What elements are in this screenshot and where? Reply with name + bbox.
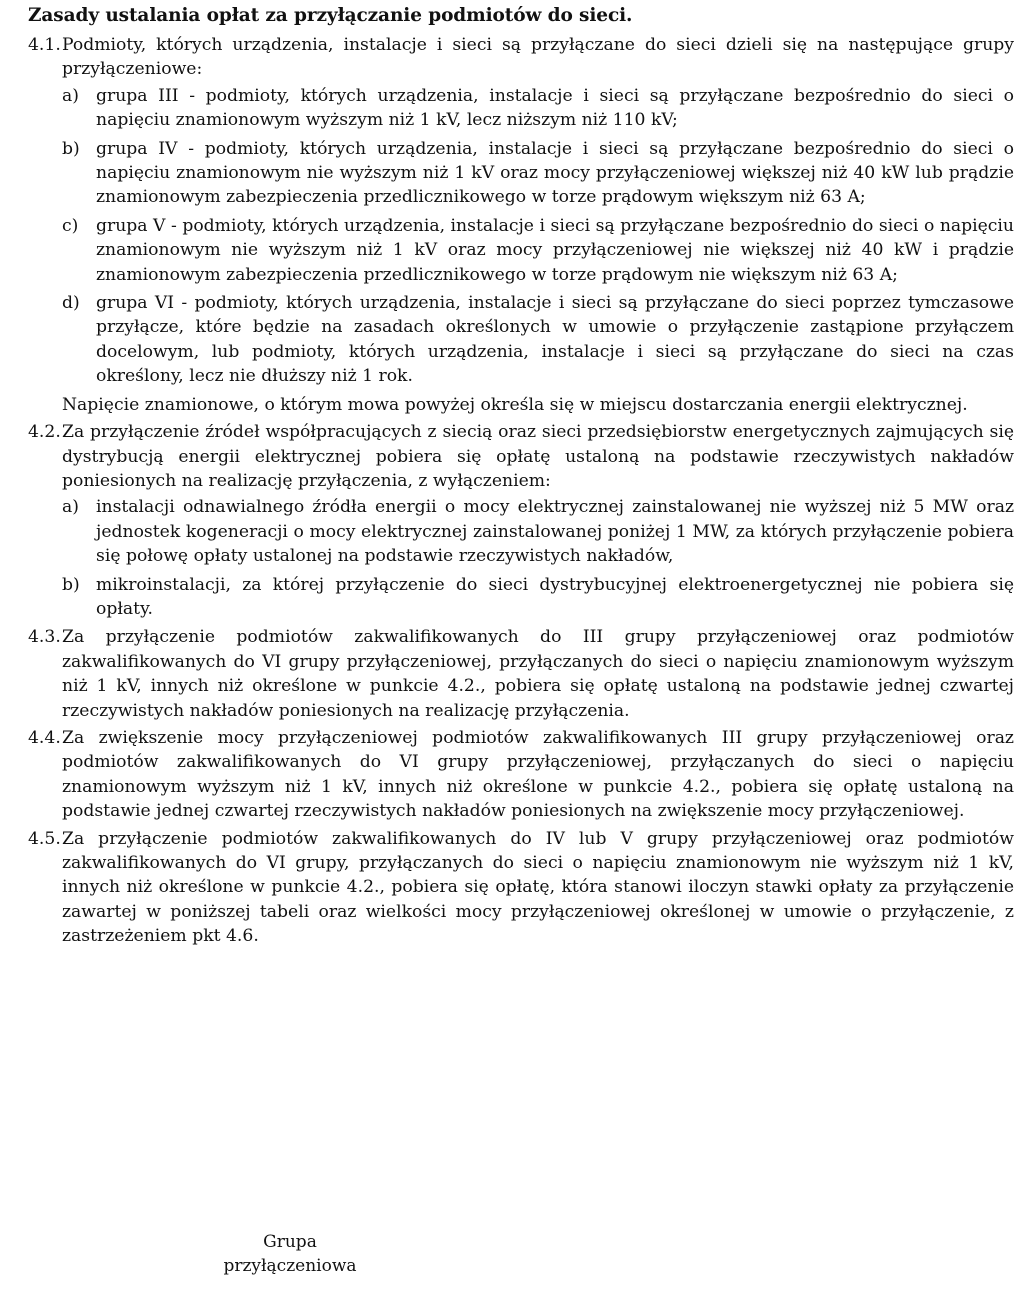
- list-item-letter: a): [62, 85, 79, 106]
- section-number: 4.3.: [28, 627, 61, 648]
- list-item: [62, 137, 1014, 210]
- list-item: [62, 84, 1014, 133]
- list-item-text: mikroinstalacji, za której przyłączenie do sieci dystrybucyjnej elektroenergetycznej nie pobiera się opłaty.: [96, 574, 1014, 619]
- list-item-letter: a): [62, 497, 79, 518]
- section-number: 4.1.: [28, 35, 61, 55]
- document-page: [28, 3, 1014, 949]
- section-4-5: [28, 827, 1014, 949]
- list-item-text: grupa III - podmioty, których urządzenia, instalacje i sieci są przyłączane bezpośrednio do sieci o napięciu znamionowym wyższym niż 1 kV, lecz niższym niż 110 kV;: [96, 85, 1014, 131]
- table-column-header: [200, 1230, 380, 1278]
- list-item-letter: b): [62, 574, 80, 595]
- list-item: [62, 214, 1014, 287]
- table-header-line: Grupa: [263, 1232, 317, 1252]
- list-item: [62, 495, 1014, 568]
- list-item-letter: d): [62, 293, 80, 314]
- section-text: Podmioty, których urządzenia, instalacje i sieci są przyłączane do sieci dzieli się na następujące grupy przyłączeniowe:: [62, 35, 1014, 80]
- list-item-text: grupa IV - podmioty, których urządzenia, instalacje i sieci są przyłączane bezpośrednio do sieci o napięciu znamionowym nie wyższym niż 1 kV oraz mocy przyłączeniowej większej niż 40 kW lub prądzie znamionowym zabezpieczenia przedlicznikowego w torze prądowym większym niż 63 A;: [96, 138, 1014, 208]
- list-item: [62, 291, 1014, 389]
- document-title: Zasady ustalania opłat za przyłączanie podmiotów do sieci.: [28, 5, 633, 26]
- section-number: 4.2.: [28, 422, 61, 443]
- section-number: 4.5.: [28, 828, 61, 849]
- section-4-3: [28, 625, 1014, 723]
- table-header-line: przyłączeniowa: [223, 1256, 357, 1276]
- group-list: [62, 84, 1014, 389]
- voltage-note: Napięcie znamionowe, o którym mowa powyżej określa się w miejscu dostarczania energii elektrycznej.: [62, 394, 968, 415]
- section-text: Za zwiększenie mocy przyłączeniowej podmiotów zakwalifikowanych III grupy przyłączeniowej oraz podmiotów zakwalifikowanych do VI grupy przyłączeniowej, przyłączanych do sieci o napięciu znamionowym wyższym niż 1 kV, innych niż określone w punkcie 4.2., pobiera się opłatę ustaloną na podstawie jednej czwartej rzeczywistych nakładów poniesionych na zwiększenie mocy przyłączeniowej.: [62, 727, 1014, 822]
- exclusion-list: [62, 495, 1014, 621]
- section-text: Za przyłączenie podmiotów zakwalifikowanych do IV lub V grupy przyłączeniowej oraz podmiotów zakwalifikowanych do VI grupy, przyłączanych do sieci o napięciu znamionowym nie wyższym niż 1 kV, innych niż określone w punkcie 4.2., pobiera się opłatę, która stanowi iloczyn stawki opłaty za przyłączenie zawartej w poniższej tabeli oraz wielkości mocy przyłączeniowej określonej w umowie o przyłączenie, z zastrzeżeniem pkt 4.6.: [62, 828, 1014, 947]
- list-item-letter: b): [62, 138, 80, 159]
- section-number: 4.4.: [28, 727, 61, 748]
- list-item-letter: c): [62, 215, 79, 236]
- list-item: [62, 573, 1014, 622]
- section-text: Za przyłączenie podmiotów zakwalifikowanych do III grupy przyłączeniowej oraz podmiotów zakwalifikowanych do VI grupy przyłączeniowej, przyłączanych do sieci o napięciu znamionowym wyższym niż 1 kV, innych niż określone w punkcie 4.2., pobiera się opłatę ustaloną na podstawie jednej czwartej rzeczywistych nakładów poniesionych na realizację przyłączenia.: [62, 627, 1014, 721]
- section-text: Za przyłączenie źródeł współpracujących z siecią oraz sieci przedsiębiorstw energetycznych zajmujących się dystrybucją energii elektrycznej pobiera się opłatę ustaloną na podstawie rzeczywistych nakładów poniesionych na realizację przyłączenia, z wyłączeniem:: [62, 422, 1014, 491]
- list-item-text: grupa V - podmioty, których urządzenia, instalacje i sieci są przyłączane bezpośrednio do sieci o napięciu znamionowym nie wyższym niż 1 kV oraz mocy przyłączeniowej nie większej niż 40 kW i prądzie znamionowym zabezpieczenia przedlicznikowego w torze prądowym nie większym niż 63 A;: [96, 215, 1014, 285]
- section-4-2: [28, 420, 1014, 621]
- list-item-text: grupa VI - podmioty, których urządzenia, instalacje i sieci są przyłączane do sieci poprzez tymczasowe przyłącze, które będzie na zasadach określonych w umowie o przyłączenie zastąpione przyłączem docelowym, lub podmioty, których urządzenia, instalacje i sieci są przyłączane do sieci na czas określony, lecz nie dłuższy niż 1 rok.: [96, 293, 1014, 387]
- section-4-1: [28, 33, 1014, 417]
- list-item-text: instalacji odnawialnego źródła energii o mocy elektrycznej zainstalowanej nie wyższej niż 5 MW oraz jednostek kogeneracji o mocy elektrycznej zainstalowanej poniżej 1 MW, za których przyłączenie pobiera się połowę opłaty ustalonej na podstawie rzeczywistych nakładów,: [96, 497, 1014, 567]
- section-4-4: [28, 726, 1014, 824]
